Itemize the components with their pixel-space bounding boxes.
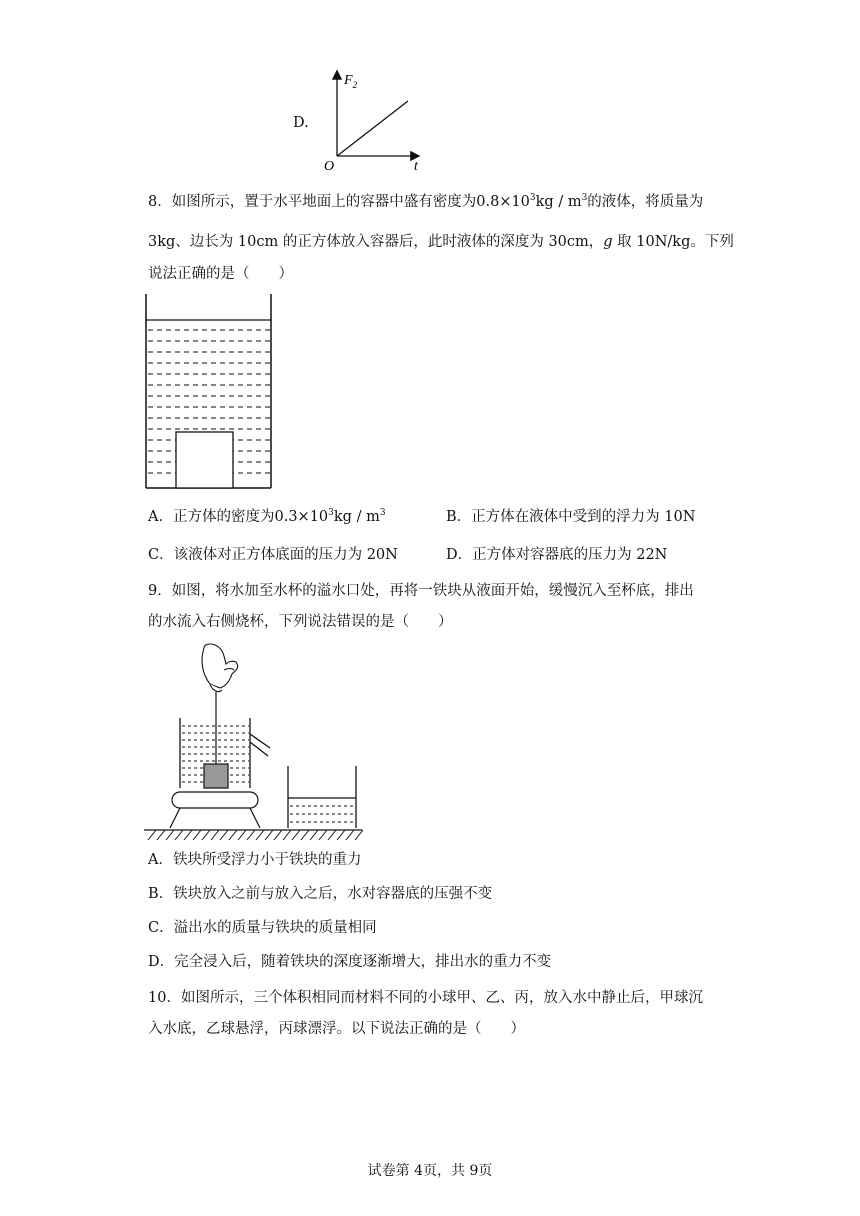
q8-line3: 说法正确的是（ ） [148, 266, 293, 282]
beaker [288, 766, 356, 828]
ground-hatch [148, 830, 363, 840]
q8-option-d: D．正方体对容器底的压力为 22N [446, 547, 668, 563]
q8-g-symbol: g [603, 234, 613, 250]
page-footer: 试卷第 4页，共 9页 [367, 1163, 493, 1179]
q8-opt-a-exp: 3 [328, 508, 334, 518]
q8-opt-a-text: A．正方体的密度为 [148, 509, 275, 525]
q8-density-exp: 3 [529, 193, 536, 203]
container-figure [140, 292, 280, 492]
q9-line2: 的水流入右侧烧杯，下列说法错误的是（ ） [148, 614, 453, 630]
iron-block [204, 764, 228, 788]
q8-line1 [148, 192, 703, 212]
beaker-water [290, 806, 355, 822]
f2-line [337, 101, 408, 156]
q10-line1: 10．如图所示，三个体积相同而材料不同的小球甲、乙、丙，放入水中静止后，甲球沉 [148, 990, 703, 1006]
cup-stand [172, 792, 258, 808]
q8-opt-a-unit-exp: 3 [379, 508, 386, 518]
cube [176, 432, 233, 488]
q8-line2-b: 取 10N/kg。下列 [612, 234, 734, 250]
q8-density-unit: kg / m [535, 194, 582, 210]
q9-option-c: C．溢出水的质量与铁块的质量相同 [148, 920, 377, 936]
f2-t-graph [290, 66, 430, 176]
q8-option-b: B．正方体在液体中受到的浮力为 10N [446, 509, 696, 525]
q8-option-c: C．该液体对正方体底面的压力为 20N [148, 547, 398, 563]
stand-legs [170, 808, 260, 828]
q8-line2-a: 3kg、边长为 10cm 的正方体放入容器后，此时液体的深度为 30cm， [148, 234, 604, 250]
x-axis-label: t [414, 159, 418, 174]
q9-line1: 9．如图，将水加至水杯的溢水口处，再将一铁块从液面开始，缓慢沉入至杯底，排出 [148, 583, 694, 599]
q8-line1-a: 8．如图所示，置于水平地面上的容器中盛有密度为 [148, 194, 477, 210]
q8-option-a [148, 507, 386, 527]
q8-opt-a-value: 0.3×10 [274, 509, 329, 525]
q8-density: 0.8×10 [476, 194, 530, 210]
q9-option-b: B．铁块放入之前与放入之后，水对容器底的压强不变 [148, 886, 493, 902]
q8-opt-a-unit: kg / m [333, 509, 380, 525]
hand-icon [202, 644, 238, 692]
origin-label: O [324, 159, 335, 174]
y-axis-label: $F_2$ [344, 73, 358, 90]
option-d-label: D. [293, 115, 309, 131]
q10-line2: 入水底，乙球悬浮，丙球漂浮。以下说法正确的是（ ） [148, 1021, 525, 1037]
q9-option-a: A．铁块所受浮力小于铁块的重力 [148, 852, 362, 868]
q8-density-unit-exp: 3 [581, 193, 588, 203]
q8-line1-b: 的液体，将质量为 [587, 194, 704, 210]
overflow-cup-figure [140, 640, 370, 845]
q9-option-d: D．完全浸入后，随着铁块的深度逐渐增大，排出水的重力不变 [148, 954, 552, 970]
q8-line2 [148, 232, 734, 252]
